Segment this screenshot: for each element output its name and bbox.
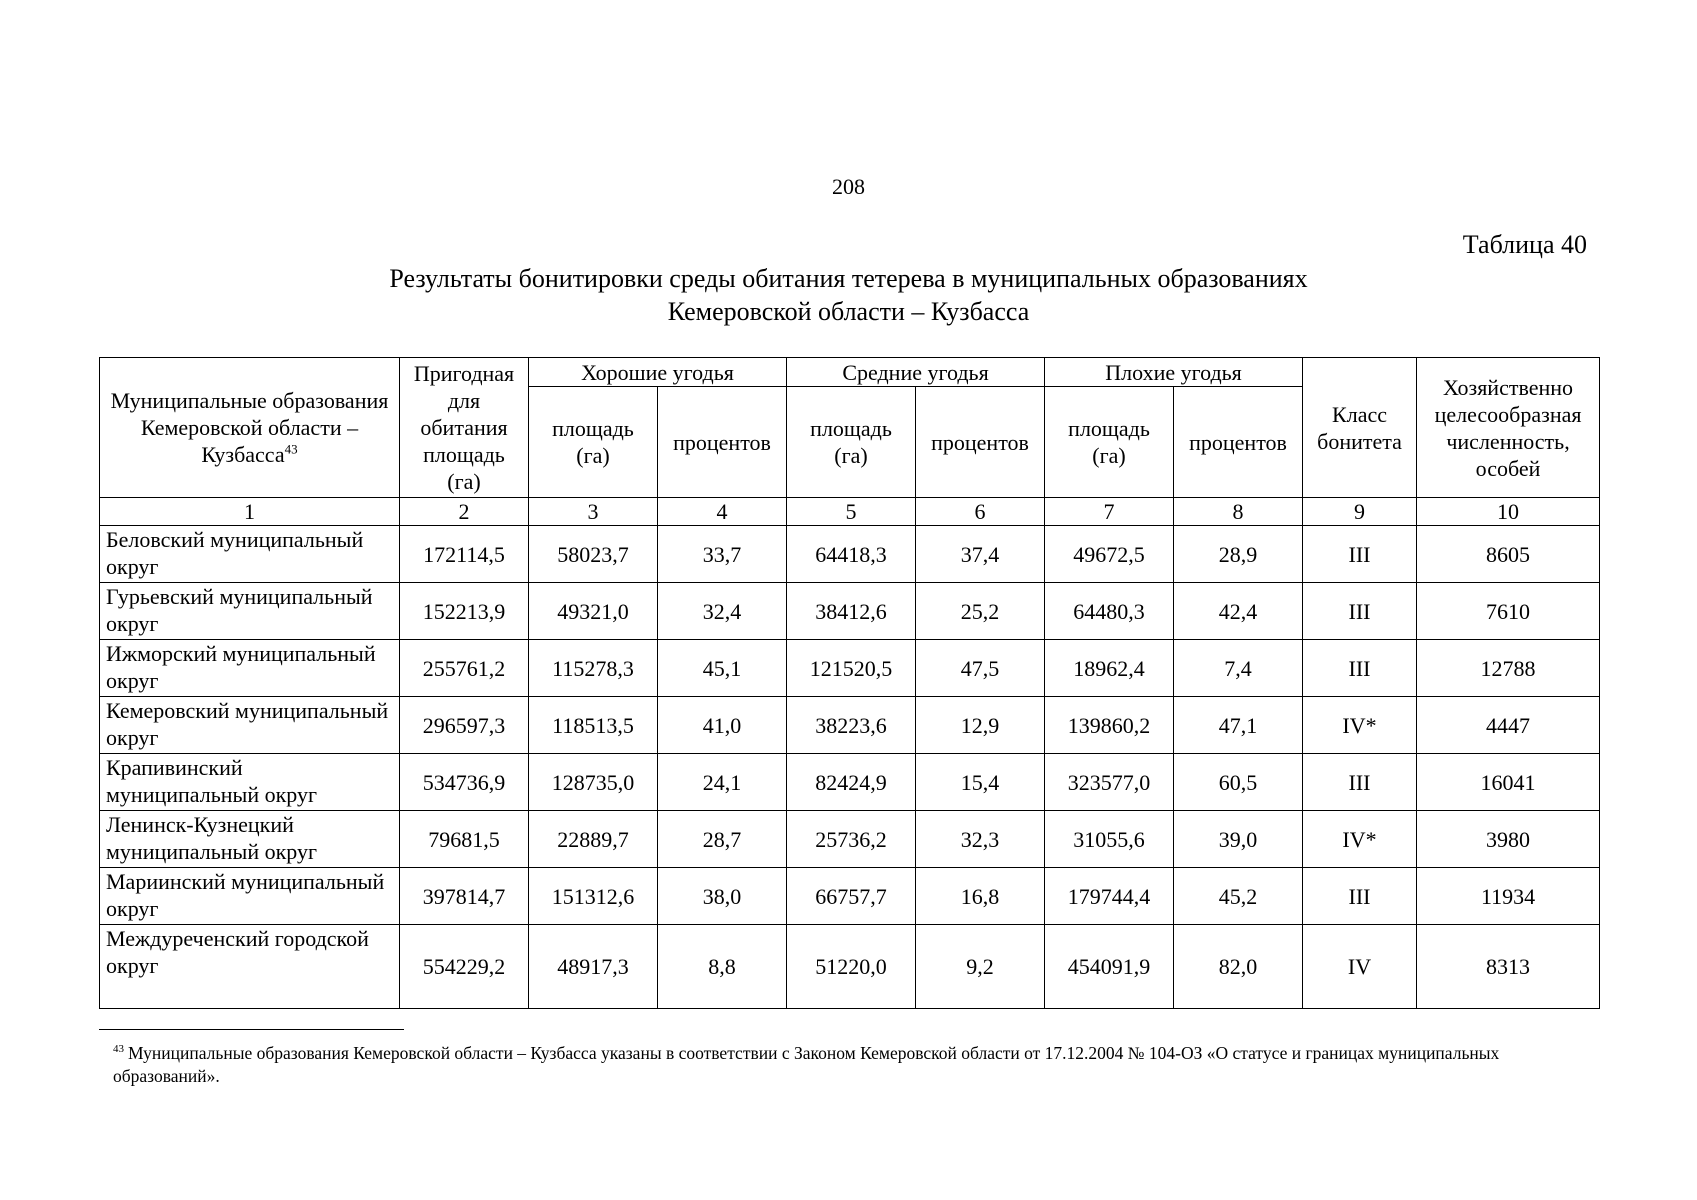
cell-class: III	[1303, 583, 1417, 640]
cell-good-area: 115278,3	[529, 640, 658, 697]
cell-medium-area: 64418,3	[787, 526, 916, 583]
cell-good-percent: 8,8	[658, 925, 787, 1009]
cell-poor-percent: 45,2	[1174, 868, 1303, 925]
cell-poor-percent: 47,1	[1174, 697, 1303, 754]
cell-medium-area: 38412,6	[787, 583, 916, 640]
table-row	[100, 868, 1600, 925]
page-number: 208	[832, 174, 865, 199]
cell-municipality: Беловский муниципальный округ	[100, 526, 400, 583]
column-number: 5	[787, 498, 916, 526]
cell-total-area: 554229,2	[400, 925, 529, 1009]
cell-good-percent: 24,1	[658, 754, 787, 811]
cell-population: 4447	[1417, 697, 1600, 754]
table-title-line-1: Результаты бонитировки среды обитания тетерева в муниципальных образованиях	[389, 264, 1308, 293]
cell-class: III	[1303, 868, 1417, 925]
header-good: Хорошие угодья	[529, 358, 787, 387]
table-row	[100, 697, 1600, 754]
cell-total-area: 397814,7	[400, 868, 529, 925]
cell-total-area: 172114,5	[400, 526, 529, 583]
cell-medium-area: 25736,2	[787, 811, 916, 868]
cell-total-area: 534736,9	[400, 754, 529, 811]
cell-class: III	[1303, 640, 1417, 697]
cell-poor-area: 323577,0	[1045, 754, 1174, 811]
header-poor-percent: процентов	[1174, 387, 1303, 498]
column-number: 3	[529, 498, 658, 526]
column-number: 10	[1417, 498, 1600, 526]
header-suitable-area: Пригодная для обитания площадь (га)	[400, 358, 529, 498]
cell-good-area: 118513,5	[529, 697, 658, 754]
table-title	[0, 262, 1697, 328]
cell-population: 12788	[1417, 640, 1600, 697]
cell-poor-area: 179744,4	[1045, 868, 1174, 925]
cell-total-area: 255761,2	[400, 640, 529, 697]
cell-population: 8313	[1417, 925, 1600, 1009]
cell-municipality: Ижморский муниципальный округ	[100, 640, 400, 697]
column-number: 9	[1303, 498, 1417, 526]
cell-good-percent: 41,0	[658, 697, 787, 754]
footnote-divider	[99, 1029, 404, 1030]
cell-good-percent: 45,1	[658, 640, 787, 697]
table-row	[100, 583, 1600, 640]
column-number: 6	[916, 498, 1045, 526]
cell-good-percent: 33,7	[658, 526, 787, 583]
cell-poor-area: 139860,2	[1045, 697, 1174, 754]
header-medium: Средние угодья	[787, 358, 1045, 387]
cell-poor-area: 31055,6	[1045, 811, 1174, 868]
cell-municipality: Гурьевский муниципальный округ	[100, 583, 400, 640]
cell-medium-percent: 25,2	[916, 583, 1045, 640]
table-row	[100, 526, 1600, 583]
column-number: 4	[658, 498, 787, 526]
cell-municipality: Мариинский муниципальный округ	[100, 868, 400, 925]
cell-medium-percent: 32,3	[916, 811, 1045, 868]
cell-good-percent: 32,4	[658, 583, 787, 640]
footnote-ref: 43	[284, 441, 298, 457]
footnote-mark: 43	[113, 1043, 124, 1056]
cell-population: 8605	[1417, 526, 1600, 583]
cell-class: IV*	[1303, 811, 1417, 868]
cell-good-area: 49321,0	[529, 583, 658, 640]
cell-poor-percent: 82,0	[1174, 925, 1303, 1009]
cell-poor-percent: 28,9	[1174, 526, 1303, 583]
cell-class: III	[1303, 754, 1417, 811]
table-row	[100, 811, 1600, 868]
cell-total-area: 152213,9	[400, 583, 529, 640]
header-poor-area: площадь (га)	[1045, 387, 1174, 498]
cell-medium-percent: 47,5	[916, 640, 1045, 697]
footnote-text: Муниципальные образования Кемеровской области – Кузбасса указаны в соответствии с Законом Кемеровской области от 17.12.2004 № 104-ОЗ «О статусе и границах муниципальных образований».	[113, 1043, 1500, 1086]
cell-good-area: 151312,6	[529, 868, 658, 925]
header-population: Хозяйственно целесообразная численность, особей	[1417, 358, 1600, 498]
cell-municipality: Междуреченский городской округ	[100, 925, 400, 1009]
cell-medium-area: 82424,9	[787, 754, 916, 811]
column-number: 1	[100, 498, 400, 526]
cell-poor-area: 454091,9	[1045, 925, 1174, 1009]
cell-municipality: Крапивинский муниципальный округ	[100, 754, 400, 811]
cell-medium-percent: 12,9	[916, 697, 1045, 754]
habitat-table	[99, 357, 1600, 1009]
cell-poor-area: 49672,5	[1045, 526, 1174, 583]
cell-poor-area: 64480,3	[1045, 583, 1174, 640]
cell-poor-percent: 42,4	[1174, 583, 1303, 640]
cell-medium-area: 38223,6	[787, 697, 916, 754]
cell-class: IV	[1303, 925, 1417, 1009]
header-class: Класс бонитета	[1303, 358, 1417, 498]
cell-total-area: 296597,3	[400, 697, 529, 754]
header-poor: Плохие угодья	[1045, 358, 1303, 387]
cell-poor-percent: 7,4	[1174, 640, 1303, 697]
cell-total-area: 79681,5	[400, 811, 529, 868]
cell-municipality: Ленинск-Кузнецкий муниципальный округ	[100, 811, 400, 868]
header-medium-area: площадь (га)	[787, 387, 916, 498]
cell-population: 11934	[1417, 868, 1600, 925]
cell-population: 16041	[1417, 754, 1600, 811]
cell-good-area: 58023,7	[529, 526, 658, 583]
column-number: 7	[1045, 498, 1174, 526]
cell-medium-percent: 9,2	[916, 925, 1045, 1009]
cell-medium-percent: 16,8	[916, 868, 1045, 925]
cell-medium-percent: 37,4	[916, 526, 1045, 583]
cell-class: III	[1303, 526, 1417, 583]
cell-population: 7610	[1417, 583, 1600, 640]
cell-population: 3980	[1417, 811, 1600, 868]
header-medium-percent: процентов	[916, 387, 1045, 498]
table-row	[100, 754, 1600, 811]
cell-medium-area: 121520,5	[787, 640, 916, 697]
header-good-area: площадь (га)	[529, 387, 658, 498]
table-title-line-2: Кемеровской области – Кузбасса	[667, 297, 1030, 326]
header-good-percent: процентов	[658, 387, 787, 498]
cell-poor-area: 18962,4	[1045, 640, 1174, 697]
table-label: Таблица 40	[1462, 230, 1587, 259]
column-number: 2	[400, 498, 529, 526]
cell-medium-area: 51220,0	[787, 925, 916, 1009]
cell-good-area: 22889,7	[529, 811, 658, 868]
cell-medium-percent: 15,4	[916, 754, 1045, 811]
cell-medium-area: 66757,7	[787, 868, 916, 925]
column-numbers-row	[100, 498, 1600, 526]
table-row	[100, 640, 1600, 697]
header-municipality: Муниципальные образования Кемеровской области – Кузбасса$^{43}$	[100, 358, 400, 498]
footnote	[113, 1042, 1598, 1088]
cell-good-area: 128735,0	[529, 754, 658, 811]
table-row	[100, 925, 1600, 1009]
cell-municipality: Кемеровский муниципальный округ	[100, 697, 400, 754]
cell-class: IV*	[1303, 697, 1417, 754]
cell-poor-percent: 60,5	[1174, 754, 1303, 811]
cell-poor-percent: 39,0	[1174, 811, 1303, 868]
cell-good-area: 48917,3	[529, 925, 658, 1009]
cell-good-percent: 38,0	[658, 868, 787, 925]
column-number: 8	[1174, 498, 1303, 526]
cell-good-percent: 28,7	[658, 811, 787, 868]
